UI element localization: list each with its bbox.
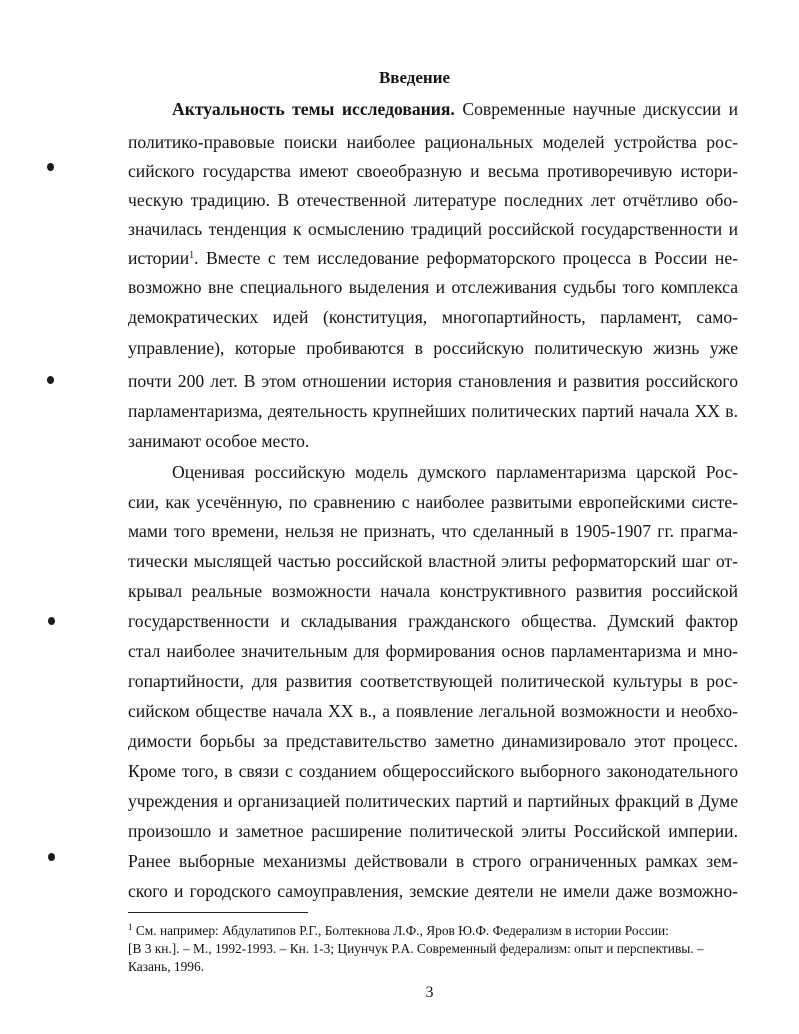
paragraph-line: мами того времени, нельзя не признать, что сделанный в 1905-1907 гг. прагма- bbox=[128, 521, 738, 541]
paragraph-line: возможно вне специального выделения и отслеживания судьбы того комплекса bbox=[128, 277, 738, 297]
lead-phrase: Актуальность темы исследования. bbox=[172, 99, 455, 119]
binding-mark bbox=[48, 617, 55, 625]
paragraph-line: занимают особое место. bbox=[128, 431, 310, 451]
paragraph-line: управление), которые пробиваются в российскую политическую жизнь уже bbox=[128, 338, 738, 358]
paragraph-line: ческую традицию. В отечественной литературе последних лет отчётливо обо- bbox=[128, 190, 738, 210]
paragraph-line: сийского государства имеют своеобразную и весьма противоречивую истори- bbox=[128, 161, 738, 181]
paragraph-line: парламентаризма, деятельность крупнейших политических партий начала XX в. bbox=[128, 401, 738, 421]
footnote-marker: 1 bbox=[128, 922, 133, 932]
paragraph-line: почти 200 лет. В этом отношении история становления и развития российского bbox=[128, 371, 738, 391]
binding-mark bbox=[48, 853, 55, 861]
paragraph-line: стал наиболее значительным для формирования основ парламентаризма и мно- bbox=[128, 641, 738, 661]
paragraph-line: истории$^1$. Вместе с тем исследование реформаторского процесса в России не- bbox=[128, 248, 738, 268]
paragraph-line: Кроме того, в связи с созданием общероссийского выборного законодательного bbox=[128, 761, 738, 781]
footnote-line: [В 3 кн.]. – М., 1992-1993. – Кн. 1-3; Циунчук Р.А. Современный федерализм: опыт и перспективы. – bbox=[128, 941, 704, 956]
paragraph-line: политико-правовые поиски наиболее рациональных моделей устройства рос- bbox=[128, 132, 738, 152]
paragraph-line: крывал реальные возможности начала конструктивного развития российской bbox=[128, 581, 738, 601]
paragraph-line: сийском обществе начала XX в., а появление легальной возможности и необхо- bbox=[128, 701, 738, 721]
paragraph-line: Актуальность темы исследования. Современные научные дискуссии и bbox=[172, 99, 738, 119]
paragraph-line: учреждения и организацией политических партий и партийных фракций в Думе bbox=[128, 791, 738, 811]
paragraph-line: сии, как усечённую, по сравнению с наиболее развитыми европейскими систе- bbox=[128, 492, 738, 512]
footnote-line: Казань, 1996. bbox=[128, 959, 205, 974]
binding-mark bbox=[47, 163, 54, 171]
paragraph-line: ского и городского самоуправления, земские деятели не имели даже возможно- bbox=[128, 881, 738, 901]
paragraph-line: произошло и заметное расширение политической элиты Российской империи. bbox=[128, 821, 738, 841]
paragraph-line: Ранее выборные механизмы действовали в строго ограниченных рамках зем- bbox=[128, 851, 738, 871]
paragraph-line: государственности и складывания гражданского общества. Думский фактор bbox=[128, 611, 738, 631]
footnote-separator bbox=[128, 912, 308, 913]
paragraph-line: значилась тенденция к осмыслению традиций российской государственности и bbox=[128, 219, 738, 239]
footnote-line: $^1$ См. например: Абдулатипов Р.Г., Болтекнова Л.Ф., Яров Ю.Ф. Федерализм в истории России: bbox=[128, 922, 669, 938]
paragraph-line: Оценивая российскую модель думского парламентаризма царской Рос- bbox=[172, 462, 738, 482]
paragraph-line: гопартийности, для развития соответствующей политической культуры в рос- bbox=[128, 671, 738, 691]
paragraph-line: тически мыслящей частью российской властной элиты реформаторский шаг от- bbox=[128, 551, 738, 571]
footnote-reference[interactable]: 1 bbox=[189, 250, 195, 261]
binding-mark bbox=[47, 376, 54, 384]
section-heading: Введение bbox=[378, 68, 451, 87]
page-number: 3 bbox=[425, 984, 434, 1001]
paragraph-line: димости борьбы за представительство заметно динамизировало этот процесс. bbox=[128, 731, 738, 751]
paragraph-line: демократических идей (конституция, многопартийность, парламент, само- bbox=[128, 307, 738, 327]
